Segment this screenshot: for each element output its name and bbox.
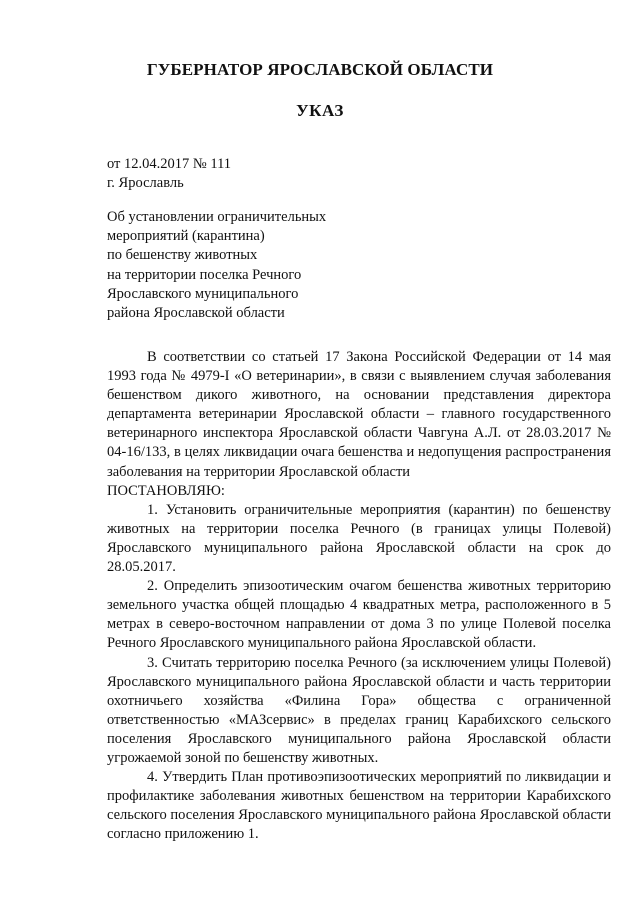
decree-item-1: 1. Установить ограничительные мероприятия (карантин) по бешенству животных на территории поселка Речного (в границах улицы Полевой) Ярославского муниципального района Ярославской области на срок до 28.05.2017. bbox=[107, 501, 611, 576]
subject-line: мероприятий (карантина) bbox=[107, 228, 265, 245]
decree-word: ПОСТАНОВЛЯЮ: bbox=[107, 482, 225, 499]
document-body bbox=[107, 348, 611, 844]
preamble-paragraph: В соответствии со статьей 17 Закона Российской Федерации от 14 мая 1993 года № 4979-I «О ветеринарии», в связи с выявлением случая заболевания бешенством дикого животного, на основании представления директора департамента ветеринарии Ярославской области – главного государственного ветеринарного инспектора Ярославской области Чавгуна А.Л. от 28.03.2017 № 04-16/133, в целях ликвидации очага бешенства и недопущения распространения заболевания на территории Ярославской области bbox=[107, 349, 611, 480]
document-type: УКАЗ bbox=[296, 101, 344, 120]
date-number: от 12.04.2017 № 111 bbox=[107, 156, 232, 172]
subject-line: по бешенству животных bbox=[107, 247, 258, 264]
decree-item-4: 4. Утвердить План противоэпизоотических мероприятий по ликвидации и профилактике заболевания животных бешенством на территории Карабихского сельского поселения Ярославского муниципального района Ярославской области согласно приложению 1. bbox=[107, 769, 611, 843]
decree-item-2: 2. Определить эпизоотическим очагом бешенства животных территорию земельного участка общей площадью 4 квадратных метра, расположенного в 5 метрах в северо-восточном направлении от дома 3 по улице Полевой поселка Речного Ярославского муниципального района Ярославской области. bbox=[107, 578, 611, 652]
subject-line: на территории поселка Речного bbox=[107, 266, 302, 283]
subject-line: Ярославского муниципального bbox=[107, 285, 299, 302]
subject-line: Об установлении ограничительных bbox=[107, 209, 327, 225]
issuing-authority: ГУБЕРНАТОР ЯРОСЛАВСКОЙ ОБЛАСТИ bbox=[146, 60, 494, 79]
city: г. Ярославль bbox=[107, 175, 184, 191]
document-meta bbox=[107, 155, 231, 193]
document-subject bbox=[107, 208, 326, 323]
decree-item-3: 3. Считать территорию поселка Речного (за исключением улицы Полевой) Ярославского муниципального района Ярославской области и часть территории охотничьего хозяйства «Филина Гора» общества с ограниченной ответственностью «МАЗсервис» в пределах границ Карабихского сельского поселения Ярославского муниципального района Ярославской области угрожаемой зоной по бешенству животных. bbox=[107, 654, 611, 766]
subject-line: района Ярославской области bbox=[107, 305, 285, 322]
